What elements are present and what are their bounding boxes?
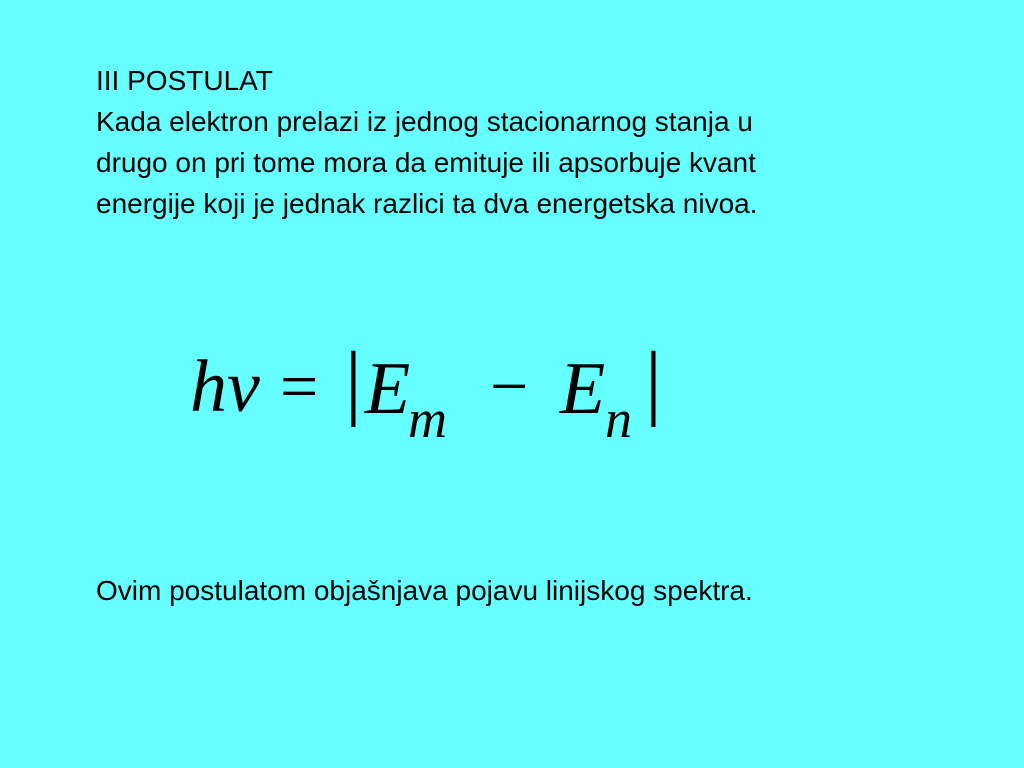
formula-subscript-n: n	[605, 389, 632, 449]
postulate-line-2: drugo on pri tome mora da emituje ili apsorbuje kvant	[96, 147, 756, 178]
formula-minus: −	[490, 348, 529, 424]
postulate-heading: III POSTULAT	[96, 65, 273, 96]
formula-lhs: hν	[190, 346, 260, 428]
postulate-line-1: Kada elektron prelazi iz jednog stacionarnog stanja u	[96, 106, 753, 137]
postulate-line-3: energije koji je jednak razlici ta dva energetska nivoa.	[96, 188, 758, 219]
formula-abs-close: |	[645, 335, 662, 428]
formula-term-e-n: E	[560, 348, 606, 430]
postulate-text	[96, 60, 976, 224]
formula-term-e-m: E	[365, 348, 411, 430]
formula-abs-open: |	[345, 335, 362, 428]
footer-statement: Ovim postulatom objašnjava pojavu linijskog spektra.	[96, 575, 753, 606]
energy-formula	[190, 335, 710, 450]
formula-equals: =	[280, 348, 319, 424]
formula-subscript-m: m	[408, 389, 447, 449]
